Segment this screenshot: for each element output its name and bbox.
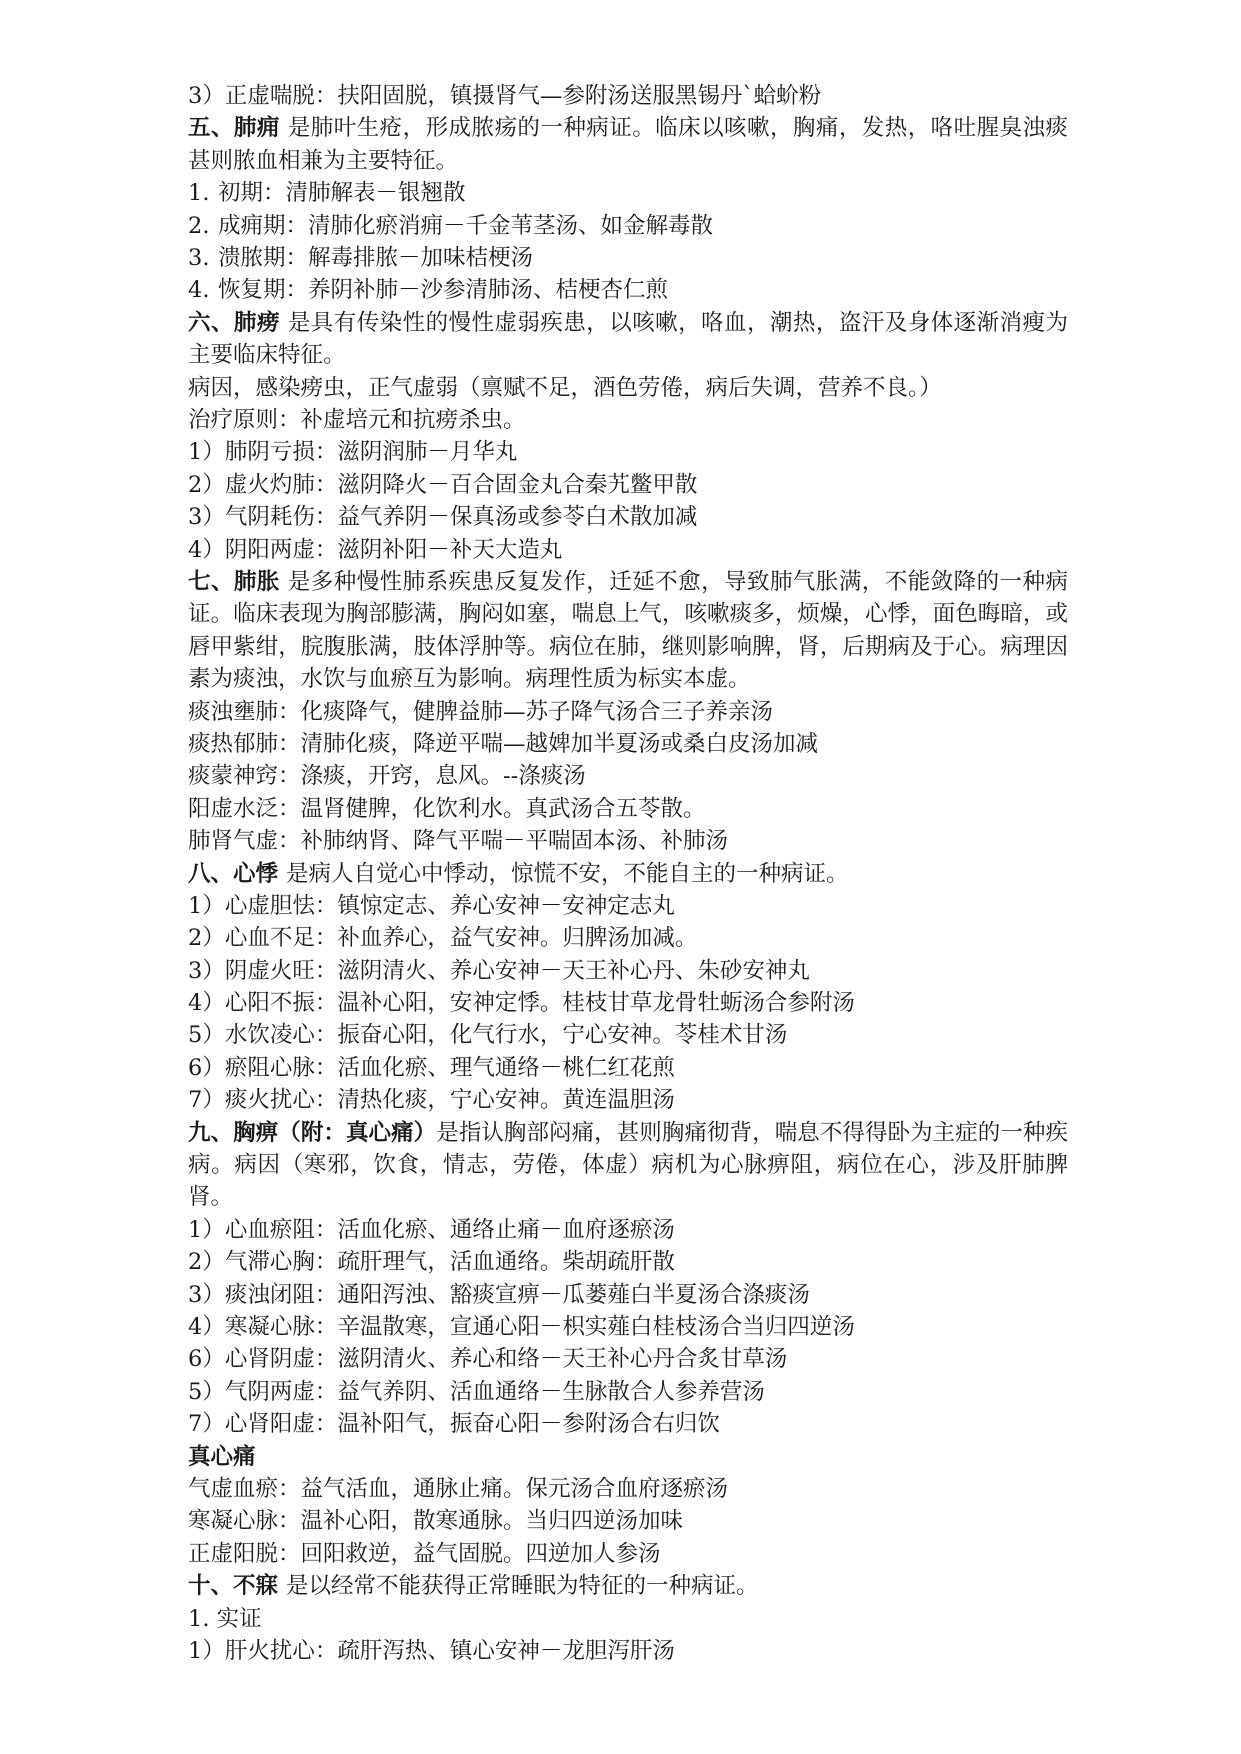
text-line: 3）气阴耗伤：益气养阴－保真汤或参苓白术散加减 <box>188 504 698 531</box>
text-line: 肺肾气虚：补肺纳肾、降气平喘－平喘固本汤、补肺汤 <box>188 828 729 855</box>
text-line: 6）心肾阴虚：滋阴清火、养心和络－天王补心丹合炙甘草汤 <box>188 1346 788 1373</box>
section-palpitation <box>188 858 1068 890</box>
text-line: 7）心肾阳虚：温补阳气，振奋心阳－参附汤合右归饮 <box>188 1411 720 1438</box>
text-line: 1. 实证 <box>188 1605 262 1632</box>
text-line: 阳虚水泛：温肾健脾，化饮利水。真武汤合五苓散。 <box>188 795 706 822</box>
text-line: 1）肺阴亏损：滋阴润肺－月华丸 <box>188 439 518 466</box>
subsection-heading: 真心痛 <box>188 1443 256 1470</box>
section-heading: 六、肺痨 <box>188 309 280 336</box>
list-item <box>188 242 1068 274</box>
list-item <box>188 274 1068 306</box>
section-description: 是以经常不能获得正常睡眠为特征的一种病证。 <box>286 1573 759 1600</box>
section-description: 是肺叶生疮，形成脓疡的一种病证。临床以咳嗽，胸痛，发热，咯吐腥臭浊痰甚则脓血相兼为主要特征。 <box>188 115 1068 174</box>
section-lung-abscess <box>188 112 1068 177</box>
text-line: 痰热郁肺：清肺化痰，降逆平喘—越婢加半夏汤或桑白皮汤加减 <box>188 730 819 757</box>
section-heading: 九、胸痹（附：真心痛） <box>188 1119 437 1146</box>
text-line: 病因，感染痨虫，正气虚弱（禀赋不足，酒色劳倦，病后失调，营养不良。） <box>188 374 942 401</box>
item-number: 3. <box>188 244 210 271</box>
item-text: 溃脓期：解毒排脓－加味桔梗汤 <box>218 244 534 271</box>
text-line: 1）心虚胆怯：镇惊定志、养心安神－安神定志丸 <box>188 892 675 919</box>
text-line: 5）气阴两虚：益气养阴、活血通络－生脉散合人参养营汤 <box>188 1378 765 1405</box>
text-line: 6）瘀阻心脉：活血化瘀、理气通络－桃仁红花煎 <box>188 1054 675 1081</box>
text-line: 1）肝火扰心：疏肝泻热、镇心安神－龙胆泻肝汤 <box>188 1637 675 1664</box>
text-line: 2）虚火灼肺：滋阴降火－百合固金丸合秦艽鳖甲散 <box>188 471 698 498</box>
section-insomnia <box>188 1570 1068 1602</box>
text-line: 2）气滞心胸：疏肝理气，活血通络。柴胡疏肝散 <box>188 1249 675 1276</box>
section-description: 是指认胸部闷痛，甚则胸痛彻背，喘息不得得卧为主症的一种疾病。病因（寒邪，饮食，情志，劳倦，体虚）病机为心脉痹阻，病位在心，涉及肝肺脾肾。 <box>188 1119 1068 1211</box>
section-chest-obstruction <box>188 1117 1068 1214</box>
item-number: 4. <box>188 277 210 304</box>
item-text: 恢复期：养阴补肺－沙参清肺汤、桔梗杏仁煎 <box>218 277 669 304</box>
item-text: 初期：清肺解表－银翘散 <box>218 180 466 207</box>
item-number: 1. <box>188 180 210 207</box>
text-line: 1）心血瘀阻：活血化瘀、通络止痛－血府逐瘀汤 <box>188 1216 675 1243</box>
text-line: 寒凝心脉：温补心阳，散寒通脉。当归四逆汤加味 <box>188 1508 684 1535</box>
section-tuberculosis <box>188 307 1068 372</box>
item-text: 成痈期：清肺化瘀消痈－千金苇茎汤、如金解毒散 <box>218 212 714 239</box>
section-description: 是多种慢性肺系疾患反复发作，迁延不愈，导致肺气胀满，不能敛降的一种病证。临床表现为胸部膨满，胸闷如塞，喘息上气，咳嗽痰多，烦燥，心悸，面色晦暗，或唇甲紫绀，脘腹胀满，肢体浮肿等。病位在肺，继则影响脾，肾，后期病及于心。病理因素为痰浊，水饮与血瘀互为影响。病理性质为标实本虚。 <box>188 568 1068 693</box>
text-line: 气虚血瘀：益气活血，通脉止痛。保元汤合血府逐瘀汤 <box>188 1475 729 1502</box>
list-item <box>188 210 1068 242</box>
text-line: 治疗原则：补虚培元和抗痨杀虫。 <box>188 406 526 433</box>
section-heading: 十、不寐 <box>188 1573 279 1600</box>
text-line: 3）正虚喘脱：扶阳固脱，镇摄肾气—参附汤送服黑锡丹`蛤蚧粉 <box>188 83 822 109</box>
text-line: 4）心阳不振：温补心阳，安神定悸。桂枝甘草龙骨牡蛎汤合参附汤 <box>188 990 855 1017</box>
section-description: 是具有传染性的慢性虚弱疾患，以咳嗽，咯血，潮热，盗汗及身体逐渐消瘦为主要临床特征。 <box>188 309 1068 369</box>
text-line: 4）寒凝心脉：辛温散寒，宣通心阳－枳实薤白桂枝汤合当归四逆汤 <box>188 1314 855 1341</box>
section-description: 是病人自觉心中悸动，惊慌不安，不能自主的一种病证。 <box>286 860 849 887</box>
text-line: 3）阴虚火旺：滋阴清火、养心安神－天王补心丹、朱砂安神丸 <box>188 957 810 984</box>
item-number: 2. <box>188 212 210 239</box>
document-page <box>188 80 1068 1667</box>
text-line: 痰蒙神窍：涤痰，开窍，息风。--涤痰汤 <box>188 763 586 790</box>
section-heading: 八、心悸 <box>188 860 279 887</box>
text-line: 7）痰火扰心：清热化痰，宁心安神。黄连温胆汤 <box>188 1087 675 1114</box>
section-lung-distension <box>188 566 1068 696</box>
text-line: 5）水饮凌心：振奋心阳，化气行水，宁心安神。苓桂术甘汤 <box>188 1022 788 1049</box>
text-line: 4）阴阳两虚：滋阴补阳－补天大造丸 <box>188 536 563 563</box>
text-line: 正虚阳脱：回阳救逆，益气固脱。四逆加人参汤 <box>188 1540 661 1567</box>
text-line: 3）痰浊闭阻：通阳泻浊、豁痰宣痹－瓜蒌薤白半夏汤合涤痰汤 <box>188 1281 810 1308</box>
text-line: 痰浊壅肺：化痰降气，健脾益肺—苏子降气汤合三子养亲汤 <box>188 698 774 725</box>
section-heading: 七、肺胀 <box>188 568 280 595</box>
text-line: 2）心血不足：补血养心，益气安神。归脾汤加减。 <box>188 925 698 952</box>
list-item <box>188 177 1068 209</box>
section-heading: 五、肺痈 <box>188 115 280 142</box>
